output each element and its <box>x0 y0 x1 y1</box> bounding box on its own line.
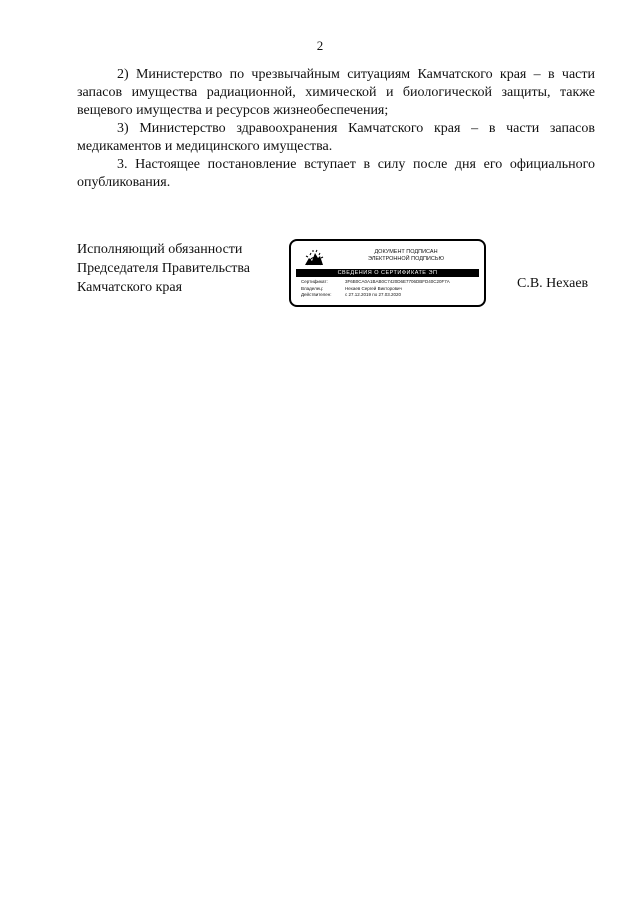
paragraph-emergency-ministry: 2) Министерство по чрезвычайным ситуациям Камчатского края – в части запасов имущества радиационной, химической и биологической защиты, также вещевого имущества и ресурсов жизнеобеспечения; <box>77 67 595 118</box>
electronic-signature-stamp <box>289 239 486 307</box>
signer-position-line: Исполняющий обязанности <box>77 242 243 257</box>
document-body <box>77 66 595 192</box>
stamp-row-value: 3F6B0CA0A1BAB0C7420D6E7706DBFD40C20F7A <box>345 279 450 284</box>
signer-name: С.В. Нехаев <box>517 276 589 291</box>
stamp-row-label: Сертификат: <box>301 279 328 284</box>
signer-position-line: Председателя Правительства <box>77 261 251 276</box>
page-number: 2 <box>316 38 324 53</box>
stamp-title-line: ДОКУМЕНТ ПОДПИСАН <box>374 249 438 255</box>
paragraph-health-ministry: 3) Министерство здравоохранения Камчатского края – в части запасов медикаментов и медицинского имущества. <box>77 121 595 154</box>
stamp-title <box>331 249 481 263</box>
stamp-title-line: ЭЛЕКТРОННОЙ ПОДПИСЬЮ <box>367 256 445 262</box>
coat-of-arms-icon <box>303 246 325 268</box>
paragraph-entry-into-force: 3. Настоящее постановление вступает в силу после дня его официального опубликования. <box>77 157 595 190</box>
stamp-row-label: Владелец: <box>301 285 324 291</box>
stamp-details <box>301 279 476 299</box>
stamp-row-value: с 27.12.2019 по 27.03.2020 <box>345 292 401 297</box>
stamp-row <box>301 292 476 299</box>
stamp-row-label: Действителен: <box>301 292 332 297</box>
signer-position-line: Камчатского края <box>77 280 183 295</box>
stamp-row-value: Нехаев Сергей Викторович <box>345 285 402 291</box>
signer-position <box>77 240 250 297</box>
stamp-certificate-bar: СВЕДЕНИЯ О СЕРТИФИКАТЕ ЭП <box>296 269 479 277</box>
